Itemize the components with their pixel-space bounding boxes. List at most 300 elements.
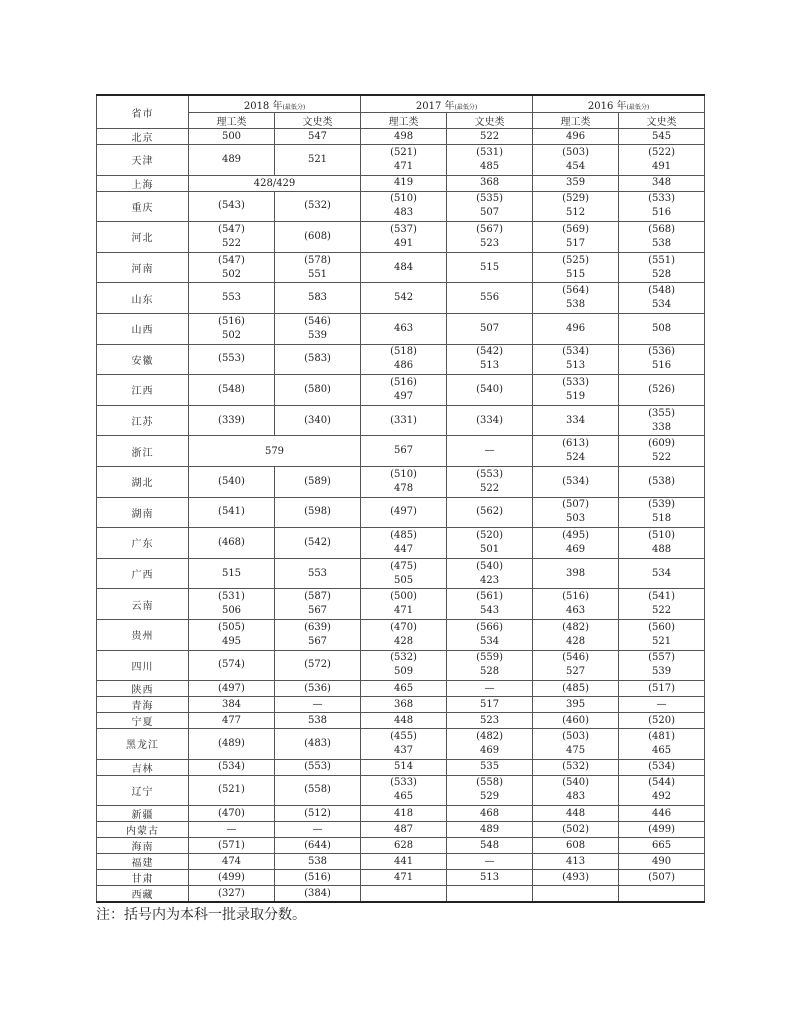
score-value: 538 [651, 237, 672, 249]
score-value: 528 [479, 666, 500, 678]
score-cell [361, 775, 447, 806]
score-value: 567 [393, 445, 414, 457]
score-cell [189, 222, 275, 253]
score-value: (340) [304, 414, 331, 426]
score-cell [447, 838, 533, 854]
score-value: (516) [218, 315, 245, 327]
score-value: (598) [304, 506, 331, 518]
score-value: (475) [390, 560, 417, 572]
score-cell [533, 436, 619, 467]
score-cell [447, 589, 533, 620]
table-row [97, 405, 705, 436]
score-value: 523 [479, 237, 500, 249]
score-value: 437 [393, 744, 414, 756]
score-cell [361, 344, 447, 375]
score-value: — [484, 445, 495, 457]
score-cell [533, 822, 619, 838]
science-header: 理工类 [189, 113, 275, 129]
score-value: (503) [562, 146, 589, 158]
score-value: (517) [648, 682, 675, 694]
score-cell [533, 619, 619, 650]
score-cell [619, 759, 705, 775]
arts-header: 文史类 [619, 113, 705, 129]
score-value: (534) [562, 346, 589, 358]
province-cell: 云南 [97, 589, 189, 620]
score-value: (557) [648, 652, 675, 664]
province-cell: 陕西 [97, 681, 189, 697]
score-value: (583) [304, 353, 331, 365]
score-cell [189, 528, 275, 559]
score-value: (571) [218, 839, 245, 851]
score-value: (547) [218, 223, 245, 235]
score-value: (516) [304, 871, 331, 883]
score-cell [275, 806, 361, 822]
score-cell [533, 759, 619, 775]
score-value: 446 [651, 807, 672, 819]
score-value: 538 [565, 299, 586, 311]
score-value: (574) [218, 659, 245, 671]
score-value: — [484, 855, 495, 867]
score-value: (532) [390, 652, 417, 664]
score-value: 515 [221, 567, 242, 579]
score-value: 524 [565, 452, 586, 464]
province-cell: 广西 [97, 558, 189, 589]
score-cell [447, 650, 533, 681]
province-cell: 河北 [97, 222, 189, 253]
score-value: 477 [221, 714, 242, 726]
admission-score-table [96, 94, 705, 903]
score-cell [533, 191, 619, 222]
score-cell [361, 619, 447, 650]
province-cell: 贵州 [97, 619, 189, 650]
score-cell [275, 870, 361, 886]
table-row [97, 129, 705, 145]
score-cell [447, 313, 533, 344]
score-cell [619, 558, 705, 589]
year-note: (最低分) [454, 103, 478, 111]
score-cell [361, 252, 447, 283]
category-header-row [97, 113, 705, 129]
score-cell [619, 870, 705, 886]
year-label: 2016 年 [587, 100, 627, 112]
score-cell [619, 466, 705, 497]
score-value: 513 [565, 360, 586, 372]
province-cell: 江西 [97, 375, 189, 406]
score-cell [189, 344, 275, 375]
score-value: (553) [304, 761, 331, 773]
score-cell [619, 222, 705, 253]
score-cell [619, 886, 705, 903]
score-cell [189, 283, 275, 314]
score-cell [189, 497, 275, 528]
score-value: 492 [651, 791, 672, 803]
score-value: (537) [390, 223, 417, 235]
score-value: (331) [390, 414, 417, 426]
score-value: 665 [651, 839, 672, 851]
score-value: — [226, 823, 237, 835]
score-value: (534) [218, 761, 245, 773]
score-value: (539) [648, 499, 675, 511]
score-value: 465 [393, 682, 414, 694]
score-value: (578) [304, 254, 331, 266]
table-row [97, 283, 705, 314]
score-value: 518 [651, 513, 672, 525]
score-cell [447, 713, 533, 729]
score-cell [275, 886, 361, 903]
score-cell [533, 375, 619, 406]
score-cell [533, 589, 619, 620]
province-cell: 四川 [97, 650, 189, 681]
score-cell [189, 191, 275, 222]
score-value: 497 [393, 390, 414, 402]
score-value: (562) [476, 506, 503, 518]
score-cell [275, 697, 361, 713]
province-cell: 天津 [97, 145, 189, 176]
score-cell [361, 697, 447, 713]
score-value: 512 [565, 207, 586, 219]
score-value: (546) [304, 315, 331, 327]
score-value: (567) [476, 223, 503, 235]
score-cell [619, 697, 705, 713]
score-cell [189, 405, 275, 436]
score-value: (559) [476, 652, 503, 664]
score-cell [447, 806, 533, 822]
score-value: 529 [479, 791, 500, 803]
score-value: 489 [479, 823, 500, 835]
score-value: (587) [304, 591, 331, 603]
score-cell [275, 313, 361, 344]
score-value: — [656, 698, 667, 710]
score-cell [533, 175, 619, 191]
table-row [97, 344, 705, 375]
score-value: (522) [648, 146, 675, 158]
table-row [97, 681, 705, 697]
score-cell [189, 822, 275, 838]
score-value: 522 [651, 605, 672, 617]
score-cell [533, 697, 619, 713]
score-cell [275, 528, 361, 559]
score-cell [275, 252, 361, 283]
score-value: 513 [479, 871, 500, 883]
table-row [97, 466, 705, 497]
score-value: (532) [562, 761, 589, 773]
province-cell: 甘肃 [97, 870, 189, 886]
score-cell [275, 466, 361, 497]
score-value: 583 [307, 292, 328, 304]
score-cell [361, 558, 447, 589]
score-cell [447, 145, 533, 176]
score-value: (483) [304, 737, 331, 749]
score-cell [361, 681, 447, 697]
score-cell [447, 222, 533, 253]
score-value: (538) [648, 475, 675, 487]
score-cell: 579 [189, 436, 361, 467]
score-cell [189, 681, 275, 697]
score-value: 515 [479, 261, 500, 273]
score-cell [533, 405, 619, 436]
province-cell: 江苏 [97, 405, 189, 436]
score-value: 522 [479, 482, 500, 494]
score-value: 469 [479, 744, 500, 756]
score-value: 534 [479, 635, 500, 647]
score-value: (505) [218, 621, 245, 633]
score-cell [447, 466, 533, 497]
score-value: (533) [390, 777, 417, 789]
score-value: (609) [648, 438, 675, 450]
score-value: 428 [393, 635, 414, 647]
score-value: 522 [651, 452, 672, 464]
score-cell [447, 283, 533, 314]
table-row [97, 886, 705, 903]
score-cell [533, 129, 619, 145]
score-value: (548) [648, 285, 675, 297]
score-cell [361, 313, 447, 344]
score-value: (608) [304, 230, 331, 242]
score-cell [533, 681, 619, 697]
score-cell [447, 729, 533, 760]
score-cell [275, 589, 361, 620]
table-row [97, 436, 705, 467]
score-cell [619, 252, 705, 283]
score-cell [189, 838, 275, 854]
score-value: (499) [218, 871, 245, 883]
score-value: 448 [393, 714, 414, 726]
score-cell [361, 283, 447, 314]
score-value: 484 [393, 261, 414, 273]
score-value: 539 [651, 666, 672, 678]
score-cell [533, 775, 619, 806]
score-value: 489 [221, 153, 242, 165]
score-cell [619, 854, 705, 870]
province-header: 省市 [97, 95, 189, 129]
score-cell [447, 129, 533, 145]
score-value: (510) [648, 529, 675, 541]
score-value: 447 [393, 543, 414, 555]
score-value: (543) [218, 200, 245, 212]
score-value: (384) [304, 887, 331, 899]
score-value: (540) [562, 777, 589, 789]
score-cell [533, 344, 619, 375]
score-cell [189, 375, 275, 406]
score-value: 485 [479, 160, 500, 172]
score-cell [275, 375, 361, 406]
score-value: 553 [307, 567, 328, 579]
score-value: (455) [390, 730, 417, 742]
score-value: 419 [393, 177, 414, 189]
score-value: 496 [565, 322, 586, 334]
score-cell [619, 589, 705, 620]
score-value: 491 [393, 237, 414, 249]
score-value: (564) [562, 285, 589, 297]
score-value: (546) [562, 652, 589, 664]
table-row [97, 589, 705, 620]
score-cell [447, 759, 533, 775]
score-cell [189, 713, 275, 729]
score-value: 517 [565, 237, 586, 249]
province-cell: 黑龙江 [97, 729, 189, 760]
score-value: (561) [476, 591, 503, 603]
score-value: (540) [476, 383, 503, 395]
score-cell [533, 886, 619, 903]
score-value: 556 [479, 292, 500, 304]
score-value: 567 [307, 635, 328, 647]
score-value: (531) [476, 146, 503, 158]
score-value: (481) [648, 730, 675, 742]
score-cell [361, 854, 447, 870]
score-cell [361, 822, 447, 838]
score-cell [275, 283, 361, 314]
score-value: 508 [651, 322, 672, 334]
score-cell [619, 775, 705, 806]
table-row [97, 713, 705, 729]
table-row [97, 729, 705, 760]
score-cell [619, 822, 705, 838]
score-value: (613) [562, 438, 589, 450]
score-cell [533, 528, 619, 559]
score-cell [619, 729, 705, 760]
score-value: (521) [218, 784, 245, 796]
table-row [97, 145, 705, 176]
score-value: (541) [648, 591, 675, 603]
score-value: (531) [218, 591, 245, 603]
score-cell [619, 650, 705, 681]
score-cell [275, 759, 361, 775]
score-value: (520) [648, 714, 675, 726]
score-value: 608 [565, 839, 586, 851]
table-row [97, 497, 705, 528]
score-value: 516 [651, 360, 672, 372]
score-cell [361, 466, 447, 497]
score-cell [361, 375, 447, 406]
score-value: 368 [479, 177, 500, 189]
score-value: (495) [562, 529, 589, 541]
score-value: (540) [476, 560, 503, 572]
score-value: (536) [304, 682, 331, 694]
score-value: (532) [304, 200, 331, 212]
score-value: (510) [390, 468, 417, 480]
score-value: (499) [648, 823, 675, 835]
score-cell [533, 650, 619, 681]
score-cell [447, 681, 533, 697]
score-value: (521) [390, 146, 417, 158]
score-cell [275, 619, 361, 650]
table-row [97, 806, 705, 822]
score-cell [189, 854, 275, 870]
year-header-2017 [361, 95, 533, 113]
score-cell [447, 191, 533, 222]
table-row [97, 870, 705, 886]
table-row [97, 697, 705, 713]
score-value: 490 [651, 855, 672, 867]
score-value: 519 [565, 390, 586, 402]
score-value: (589) [304, 475, 331, 487]
score-cell [533, 252, 619, 283]
score-value: 548 [479, 839, 500, 851]
province-cell: 安徽 [97, 344, 189, 375]
score-cell [619, 528, 705, 559]
score-value: (460) [562, 714, 589, 726]
score-cell [447, 619, 533, 650]
score-cell [275, 854, 361, 870]
score-value: 348 [651, 177, 672, 189]
score-cell [447, 252, 533, 283]
year-header-2016 [533, 95, 705, 113]
score-value: (553) [218, 353, 245, 365]
score-cell [275, 713, 361, 729]
score-value: 418 [393, 807, 414, 819]
score-cell [447, 497, 533, 528]
table-row [97, 375, 705, 406]
score-value: (535) [476, 193, 503, 205]
table-row [97, 838, 705, 854]
table-row [97, 759, 705, 775]
arts-header: 文史类 [447, 113, 533, 129]
province-cell: 西藏 [97, 886, 189, 903]
score-cell [447, 558, 533, 589]
score-cell [533, 729, 619, 760]
score-value: (534) [562, 475, 589, 487]
year-label: 2018 年 [243, 100, 283, 112]
score-value: 500 [221, 130, 242, 142]
score-cell [361, 650, 447, 681]
score-cell [275, 650, 361, 681]
score-cell [619, 681, 705, 697]
score-value: 368 [393, 698, 414, 710]
score-value: (542) [476, 346, 503, 358]
year-label: 2017 年 [415, 100, 455, 112]
score-value: 471 [393, 605, 414, 617]
score-value: 465 [393, 791, 414, 803]
score-value: 463 [393, 322, 414, 334]
score-value: (355) [648, 407, 675, 419]
score-cell [361, 729, 447, 760]
score-value: (547) [218, 254, 245, 266]
score-value: 483 [565, 791, 586, 803]
score-value: (558) [304, 784, 331, 796]
score-value: (548) [218, 383, 245, 395]
score-value: (553) [476, 468, 503, 480]
score-value: (507) [648, 871, 675, 883]
score-cell [361, 759, 447, 775]
score-cell [275, 775, 361, 806]
score-value: 538 [307, 855, 328, 867]
score-cell [619, 145, 705, 176]
score-cell [275, 191, 361, 222]
score-value: 547 [307, 130, 328, 142]
score-cell [619, 283, 705, 314]
score-cell [189, 775, 275, 806]
table-row [97, 775, 705, 806]
score-cell [361, 713, 447, 729]
score-value: (485) [562, 682, 589, 694]
score-value: 503 [565, 513, 586, 525]
province-cell: 山东 [97, 283, 189, 314]
score-cell [361, 222, 447, 253]
score-value: — [312, 698, 323, 710]
score-cell [361, 838, 447, 854]
score-value: 413 [565, 855, 586, 867]
score-cell [619, 313, 705, 344]
score-value: (525) [562, 254, 589, 266]
score-value: (502) [562, 823, 589, 835]
score-value: (489) [218, 737, 245, 749]
score-value: (536) [648, 346, 675, 358]
province-cell: 宁夏 [97, 713, 189, 729]
score-cell [361, 886, 447, 903]
score-cell [275, 222, 361, 253]
score-value: 545 [651, 130, 672, 142]
score-cell [275, 729, 361, 760]
